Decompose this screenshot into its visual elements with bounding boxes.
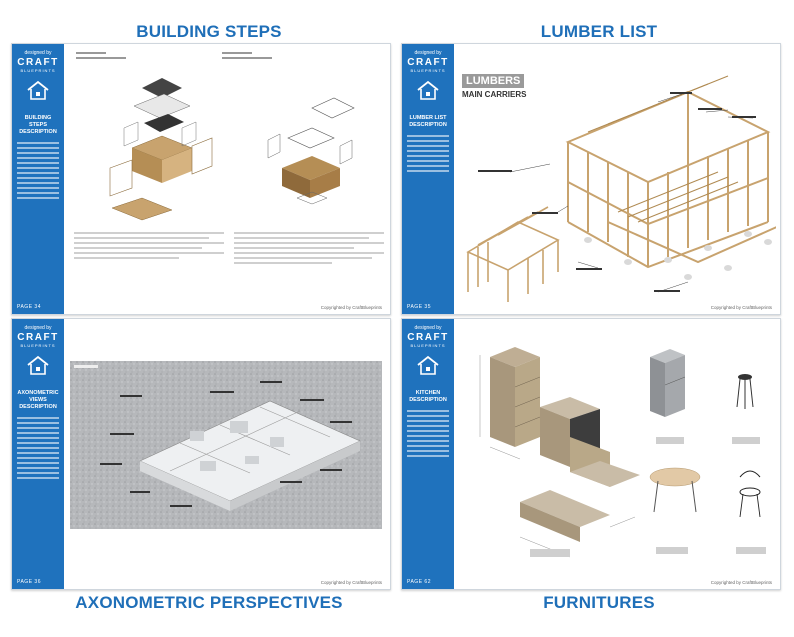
designed-by-label: designed by (414, 325, 442, 331)
title-building-steps: BUILDING STEPS (136, 22, 282, 41)
designed-by-label: designed by (414, 50, 442, 56)
sidebar-heading: AXONOMETRIC VIEWS DESCRIPTION (17, 390, 59, 410)
sidebar-text (407, 135, 449, 172)
main-carriers-label: MAIN CARRIERS (462, 90, 527, 99)
sidebar-heading: KITCHEN DESCRIPTION (409, 390, 447, 403)
copyright: Copyrighted by CraftBlueprints (710, 305, 772, 310)
brand-sub: BLUEPRINTS (20, 68, 56, 73)
sidebar (12, 319, 64, 589)
title-lumber-list: LUMBER LIST (540, 22, 658, 41)
sidebar (402, 44, 454, 314)
house-logo-icon (416, 354, 440, 376)
page-number: PAGE 35 (407, 304, 431, 310)
page-number: PAGE 34 (17, 304, 41, 310)
copyright: Copyrighted by CraftBlueprints (320, 305, 382, 310)
sidebar-heading: LUMBER LIST DESCRIPTION (409, 115, 447, 128)
page-axonometric (11, 318, 391, 590)
steps-text-right (234, 232, 384, 267)
designed-by-label: designed by (24, 325, 52, 331)
designed-by-label: designed by (24, 50, 52, 56)
brand-name: CRAFT (407, 332, 449, 343)
brand-name: CRAFT (407, 57, 449, 68)
sidebar-text (17, 417, 59, 479)
lumbers-label: LUMBERS (462, 74, 524, 88)
title-axonometric: AXONOMETRIC PERSPECTIVES (75, 593, 343, 612)
sidebar (12, 44, 64, 314)
steps-text-left (74, 232, 224, 262)
brand-name: CRAFT (17, 57, 59, 68)
page-lumber-list (401, 43, 781, 315)
page-number: PAGE 62 (407, 579, 431, 585)
sidebar-heading: BUILDING STEPS DESCRIPTION (19, 115, 57, 135)
sidebar-text (407, 410, 449, 457)
brand-sub: BLUEPRINTS (410, 343, 446, 348)
page-building-steps (11, 43, 391, 315)
page-furnitures (401, 318, 781, 590)
brand-sub: BLUEPRINTS (410, 68, 446, 73)
copyright: Copyrighted by CraftBlueprints (710, 580, 772, 585)
brand-sub: BLUEPRINTS (20, 343, 56, 348)
house-logo-icon (26, 79, 50, 101)
axonometric-render (70, 361, 382, 529)
copyright: Copyrighted by CraftBlueprints (320, 580, 382, 585)
kitchen-furniture-drawings (460, 337, 776, 572)
brand-name: CRAFT (17, 332, 59, 343)
sidebar-text (17, 142, 59, 199)
house-logo-icon (416, 79, 440, 101)
sidebar (402, 319, 454, 589)
framing-drawing (458, 72, 776, 302)
house-logo-icon (26, 354, 50, 376)
page-number: PAGE 36 (17, 579, 41, 585)
exploded-assembly-drawing (72, 48, 384, 228)
title-furnitures: FURNITURES (543, 593, 655, 612)
